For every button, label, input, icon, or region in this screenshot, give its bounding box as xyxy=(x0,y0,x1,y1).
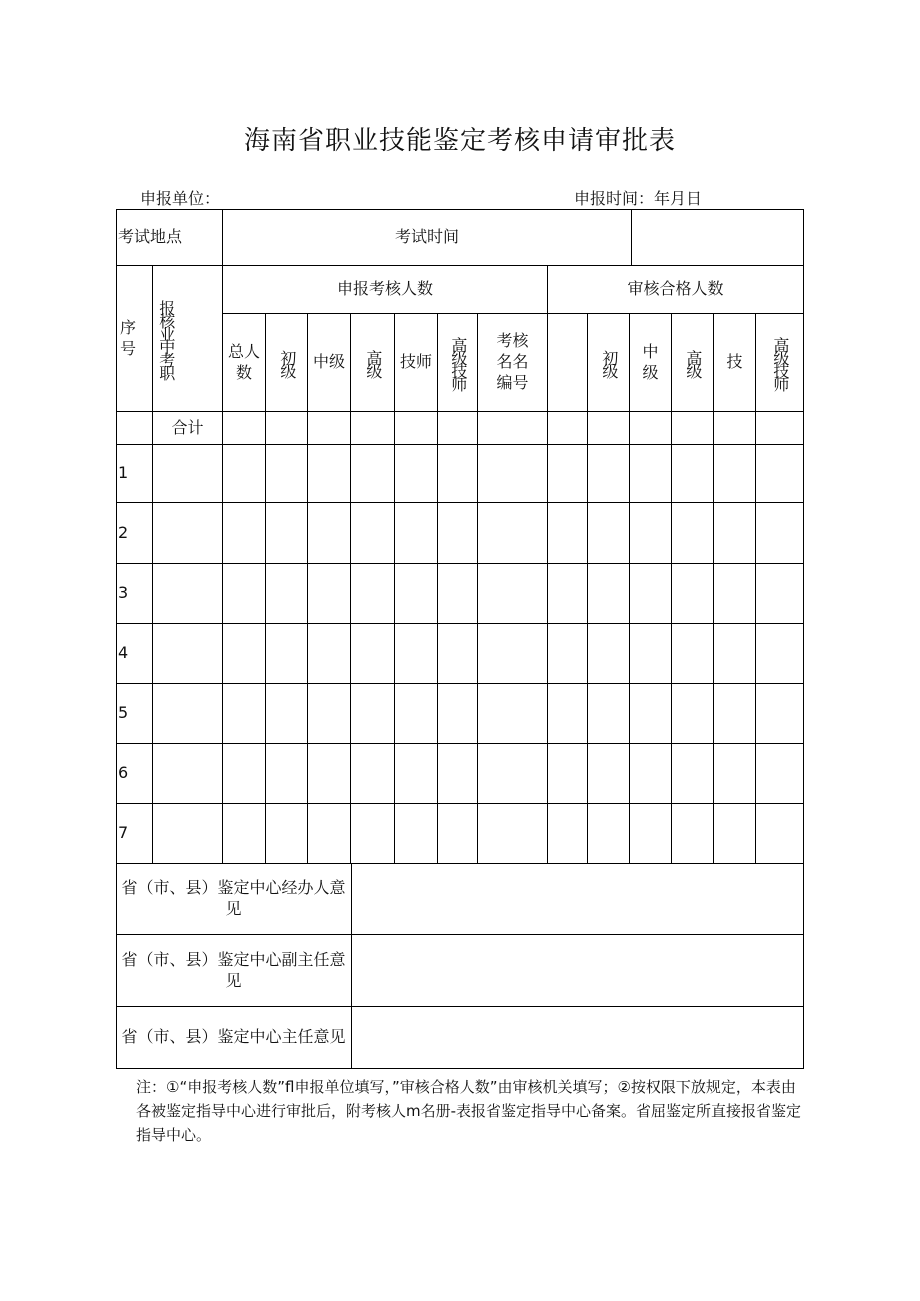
total-row-cell xyxy=(756,412,804,445)
table-cell xyxy=(351,503,395,564)
exam-time-value xyxy=(632,209,804,266)
table-cell xyxy=(588,503,630,564)
declared-total-label: 总人数 xyxy=(227,341,260,382)
table-cell xyxy=(266,744,308,804)
table-cell xyxy=(630,804,672,864)
total-row-cell xyxy=(548,412,588,445)
row-number: 2 xyxy=(116,503,153,564)
row-number: 4 xyxy=(116,624,153,684)
exam-location-label: 考试地点 xyxy=(116,209,223,266)
declared-total-header xyxy=(223,314,266,412)
opinion-director-field[interactable] xyxy=(352,1007,804,1069)
table-cell xyxy=(266,503,308,564)
opinion-deputy-label xyxy=(116,935,352,1007)
table-cell xyxy=(223,445,266,503)
table-cell xyxy=(756,564,804,624)
table-cell xyxy=(588,684,630,744)
table-cell xyxy=(438,624,478,684)
table-cell xyxy=(478,445,548,503)
table-cell xyxy=(395,744,438,804)
table-cell xyxy=(266,445,308,503)
table-cell xyxy=(672,564,714,624)
table-cell xyxy=(308,564,351,624)
table-cell xyxy=(308,624,351,684)
table-cell xyxy=(395,564,438,624)
table-cell xyxy=(588,445,630,503)
table-cell xyxy=(351,564,395,624)
table-cell xyxy=(714,503,756,564)
total-row-cell xyxy=(351,412,395,445)
table-cell xyxy=(714,804,756,864)
table-cell xyxy=(672,744,714,804)
approved-total-header xyxy=(548,314,588,412)
table-cell xyxy=(223,564,266,624)
approved-junior-label: 初级 xyxy=(599,349,619,376)
approved-technician-header: 技 xyxy=(714,314,756,412)
total-row-cell xyxy=(266,412,308,445)
table-cell xyxy=(548,684,588,744)
row-number: 1 xyxy=(116,445,153,503)
table-cell xyxy=(630,744,672,804)
table-cell xyxy=(478,564,548,624)
table-cell xyxy=(714,684,756,744)
table-cell xyxy=(588,624,630,684)
table-cell xyxy=(438,804,478,864)
declared-senior-label: 高级 xyxy=(363,349,383,376)
approved-senior-technician-label: 高级技师 xyxy=(770,336,790,389)
total-row-cell xyxy=(116,412,153,445)
approved-senior-header xyxy=(672,314,714,412)
table-cell xyxy=(672,624,714,684)
approval-table xyxy=(116,209,804,1069)
table-cell xyxy=(351,804,395,864)
approved-senior-technician-header xyxy=(756,314,804,412)
total-row-label: 合计 xyxy=(153,412,223,445)
table-cell xyxy=(714,744,756,804)
table-cell xyxy=(588,804,630,864)
table-cell xyxy=(756,804,804,864)
table-cell xyxy=(478,624,548,684)
total-row-cell xyxy=(588,412,630,445)
table-cell xyxy=(395,624,438,684)
table-cell xyxy=(351,744,395,804)
opinion-handler-field[interactable] xyxy=(352,864,804,935)
approved-senior-label: 高级 xyxy=(683,349,703,376)
total-row-cell xyxy=(672,412,714,445)
row-number: 5 xyxy=(116,684,153,744)
table-cell xyxy=(756,503,804,564)
table-cell xyxy=(478,684,548,744)
applicant-unit-label: 申报单位： xyxy=(140,189,221,208)
table-cell xyxy=(588,564,630,624)
seq-label: 序号 xyxy=(119,317,136,358)
table-cell xyxy=(351,684,395,744)
table-cell xyxy=(672,445,714,503)
total-row-cell xyxy=(714,412,756,445)
table-cell xyxy=(548,503,588,564)
table-cell xyxy=(395,684,438,744)
table-cell xyxy=(438,503,478,564)
table-cell xyxy=(153,804,223,864)
occupation-label: 报核业中考职 xyxy=(156,299,176,378)
table-cell xyxy=(478,744,548,804)
table-cell xyxy=(223,684,266,744)
table-cell xyxy=(672,503,714,564)
approved-junior-header xyxy=(588,314,630,412)
row-number: 7 xyxy=(116,804,153,864)
table-cell xyxy=(588,744,630,804)
application-date-label: 申报时间：年月日 xyxy=(574,189,703,208)
table-cell xyxy=(478,804,548,864)
table-cell xyxy=(548,445,588,503)
table-cell xyxy=(351,445,395,503)
table-cell xyxy=(395,503,438,564)
table-cell xyxy=(153,624,223,684)
table-cell xyxy=(630,445,672,503)
table-cell xyxy=(223,503,266,564)
footnote: 注：①“申报考核人数”fl申报单位填写，”审核合格人数”由审核机关填写；②按权限下放规定，本表由各被鉴定指导中心进行审批后，附考核人m名册-表报省鉴定指导中心备案。省屈鉴定所直接报省鉴定指导中心。 xyxy=(136,1078,802,1144)
table-cell xyxy=(714,445,756,503)
opinion-deputy-field[interactable] xyxy=(352,935,804,1007)
table-cell xyxy=(395,445,438,503)
table-cell xyxy=(672,684,714,744)
table-cell xyxy=(548,804,588,864)
row-number: 6 xyxy=(116,744,153,804)
total-row-cell xyxy=(478,412,548,445)
table-cell xyxy=(308,804,351,864)
table-cell xyxy=(478,503,548,564)
declared-senior-header xyxy=(351,314,395,412)
table-cell xyxy=(438,564,478,624)
table-cell xyxy=(756,624,804,684)
table-cell xyxy=(548,564,588,624)
declared-middle-header: 中级 xyxy=(308,314,351,412)
table-cell xyxy=(153,503,223,564)
table-cell xyxy=(308,503,351,564)
total-row-cell xyxy=(395,412,438,445)
table-cell xyxy=(438,445,478,503)
table-cell xyxy=(395,804,438,864)
table-cell xyxy=(714,624,756,684)
table-cell xyxy=(223,804,266,864)
table-cell xyxy=(153,744,223,804)
table-cell xyxy=(630,503,672,564)
table-cell xyxy=(756,445,804,503)
total-row-cell xyxy=(438,412,478,445)
table-cell xyxy=(756,684,804,744)
approved-middle-label: 中级 xyxy=(642,341,659,382)
table-cell xyxy=(548,744,588,804)
declared-junior-header xyxy=(266,314,308,412)
table-cell xyxy=(630,684,672,744)
table-cell xyxy=(266,804,308,864)
opinion-handler-text: 省（市、县）鉴定中心经办人意见 xyxy=(121,878,346,918)
occupation-header xyxy=(153,266,223,412)
exam-code-label: 考核名名编号 xyxy=(496,331,529,392)
table-cell xyxy=(266,684,308,744)
table-cell xyxy=(153,445,223,503)
exam-time-label: 考试时间 xyxy=(223,209,632,266)
opinion-director-label xyxy=(116,1007,352,1069)
table-cell xyxy=(714,564,756,624)
table-cell xyxy=(351,624,395,684)
declared-senior-technician-header xyxy=(438,314,478,412)
table-cell xyxy=(266,624,308,684)
table-cell xyxy=(672,804,714,864)
declared-technician-header: 技师 xyxy=(395,314,438,412)
seq-header xyxy=(116,266,153,412)
table-cell xyxy=(438,684,478,744)
table-cell xyxy=(630,564,672,624)
table-cell xyxy=(223,624,266,684)
table-cell xyxy=(438,744,478,804)
form-title: 海南省职业技能鉴定考核申请审批表 xyxy=(243,126,676,156)
table-cell xyxy=(153,684,223,744)
total-row-cell xyxy=(308,412,351,445)
declared-junior-label: 初级 xyxy=(277,349,297,376)
declared-group-header: 申报考核人数 xyxy=(223,266,548,314)
row-number: 3 xyxy=(116,564,153,624)
table-cell xyxy=(266,564,308,624)
total-row-cell xyxy=(630,412,672,445)
table-cell xyxy=(223,744,266,804)
table-cell xyxy=(308,744,351,804)
table-cell xyxy=(153,564,223,624)
total-row-cell xyxy=(223,412,266,445)
approved-middle-header xyxy=(630,314,672,412)
table-cell xyxy=(308,684,351,744)
table-cell xyxy=(548,624,588,684)
exam-code-header xyxy=(478,314,548,412)
table-cell xyxy=(756,744,804,804)
opinion-deputy-text: 省（市、县）鉴定中心副主任意见 xyxy=(121,949,346,990)
opinion-director-text: 省（市、县）鉴定中心主任意见 xyxy=(121,1027,346,1047)
opinion-handler-label xyxy=(116,864,352,935)
approved-group-header: 审核合格人数 xyxy=(548,266,804,314)
table-cell xyxy=(630,624,672,684)
declared-senior-technician-label: 高级技师 xyxy=(448,336,468,389)
table-cell xyxy=(308,445,351,503)
